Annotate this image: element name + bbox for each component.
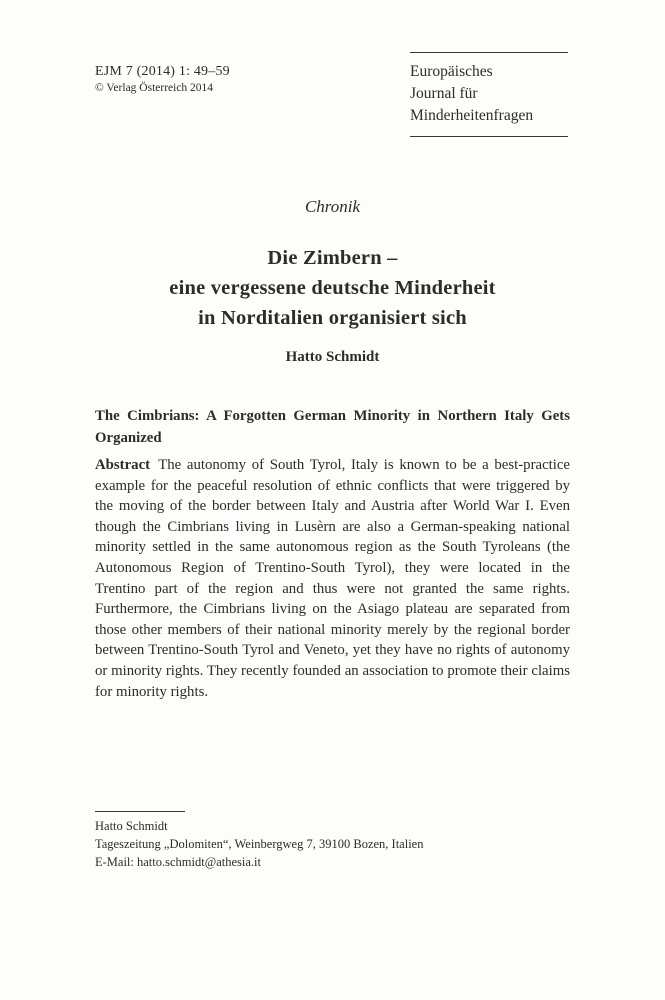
journal-name-line-2: Journal für	[410, 85, 478, 102]
journal-name-block	[410, 52, 568, 137]
article-title-line-2: eine vergessene deutsche Minderheit	[169, 277, 496, 299]
footnote-rule	[95, 811, 185, 812]
footnote-author: Hatto Schmidt	[95, 819, 168, 833]
article-title	[95, 243, 570, 333]
author-name: Hatto Schmidt	[285, 349, 380, 365]
journal-name-line-3: Minderheitenfragen	[410, 107, 534, 124]
article-title-line-3: in Norditalien organisiert sich	[198, 307, 467, 329]
journal-name-line-1: Europäisches	[410, 63, 493, 80]
abstract-paragraph	[95, 455, 570, 702]
copyright-line: © Verlag Österreich 2014	[95, 82, 214, 94]
issue-info	[95, 63, 230, 96]
abstract-label: Abstract	[95, 457, 151, 473]
author-footnote	[95, 811, 570, 871]
footnote-affiliation: Tageszeitung „Dolomiten“, Weinbergweg 7, 39100 Bozen, Italien	[95, 837, 424, 851]
footnote-email: E-Mail: hatto.schmidt@athesia.it	[95, 855, 261, 869]
english-title: The Cimbrians: A Forgotten German Minority in Northern Italy Gets Organized	[95, 408, 570, 446]
section-label: Chronik	[304, 197, 361, 216]
citation-line: EJM 7 (2014) 1: 49–59	[95, 64, 230, 79]
abstract-text: The autonomy of South Tyrol, Italy is known to be a best-practice example for the peaceful resolution of ethnic conflicts that were triggered by the moving of the border between Italy and Austria after World War I. Even though the Cimbrians living in Lusèrn are also a German-speaking national minority settled in the same autonomous region as the South Tyroleans (the Autonomous Region of Trentino-South Tyrol), they were located in the Trentino part of the region and thus were not granted the same rights. Furthermore, the Cimbrians living on the Asiago plateau are separated from those other members of their national minority merely by the regional border between Trentino-South Tyrol and Veneto, yet they have no rights of autonomy or minority rights. They recently founded an association to promote their claims for minority rights.	[95, 457, 570, 700]
article-title-line-1: Die Zimbern –	[267, 247, 398, 269]
